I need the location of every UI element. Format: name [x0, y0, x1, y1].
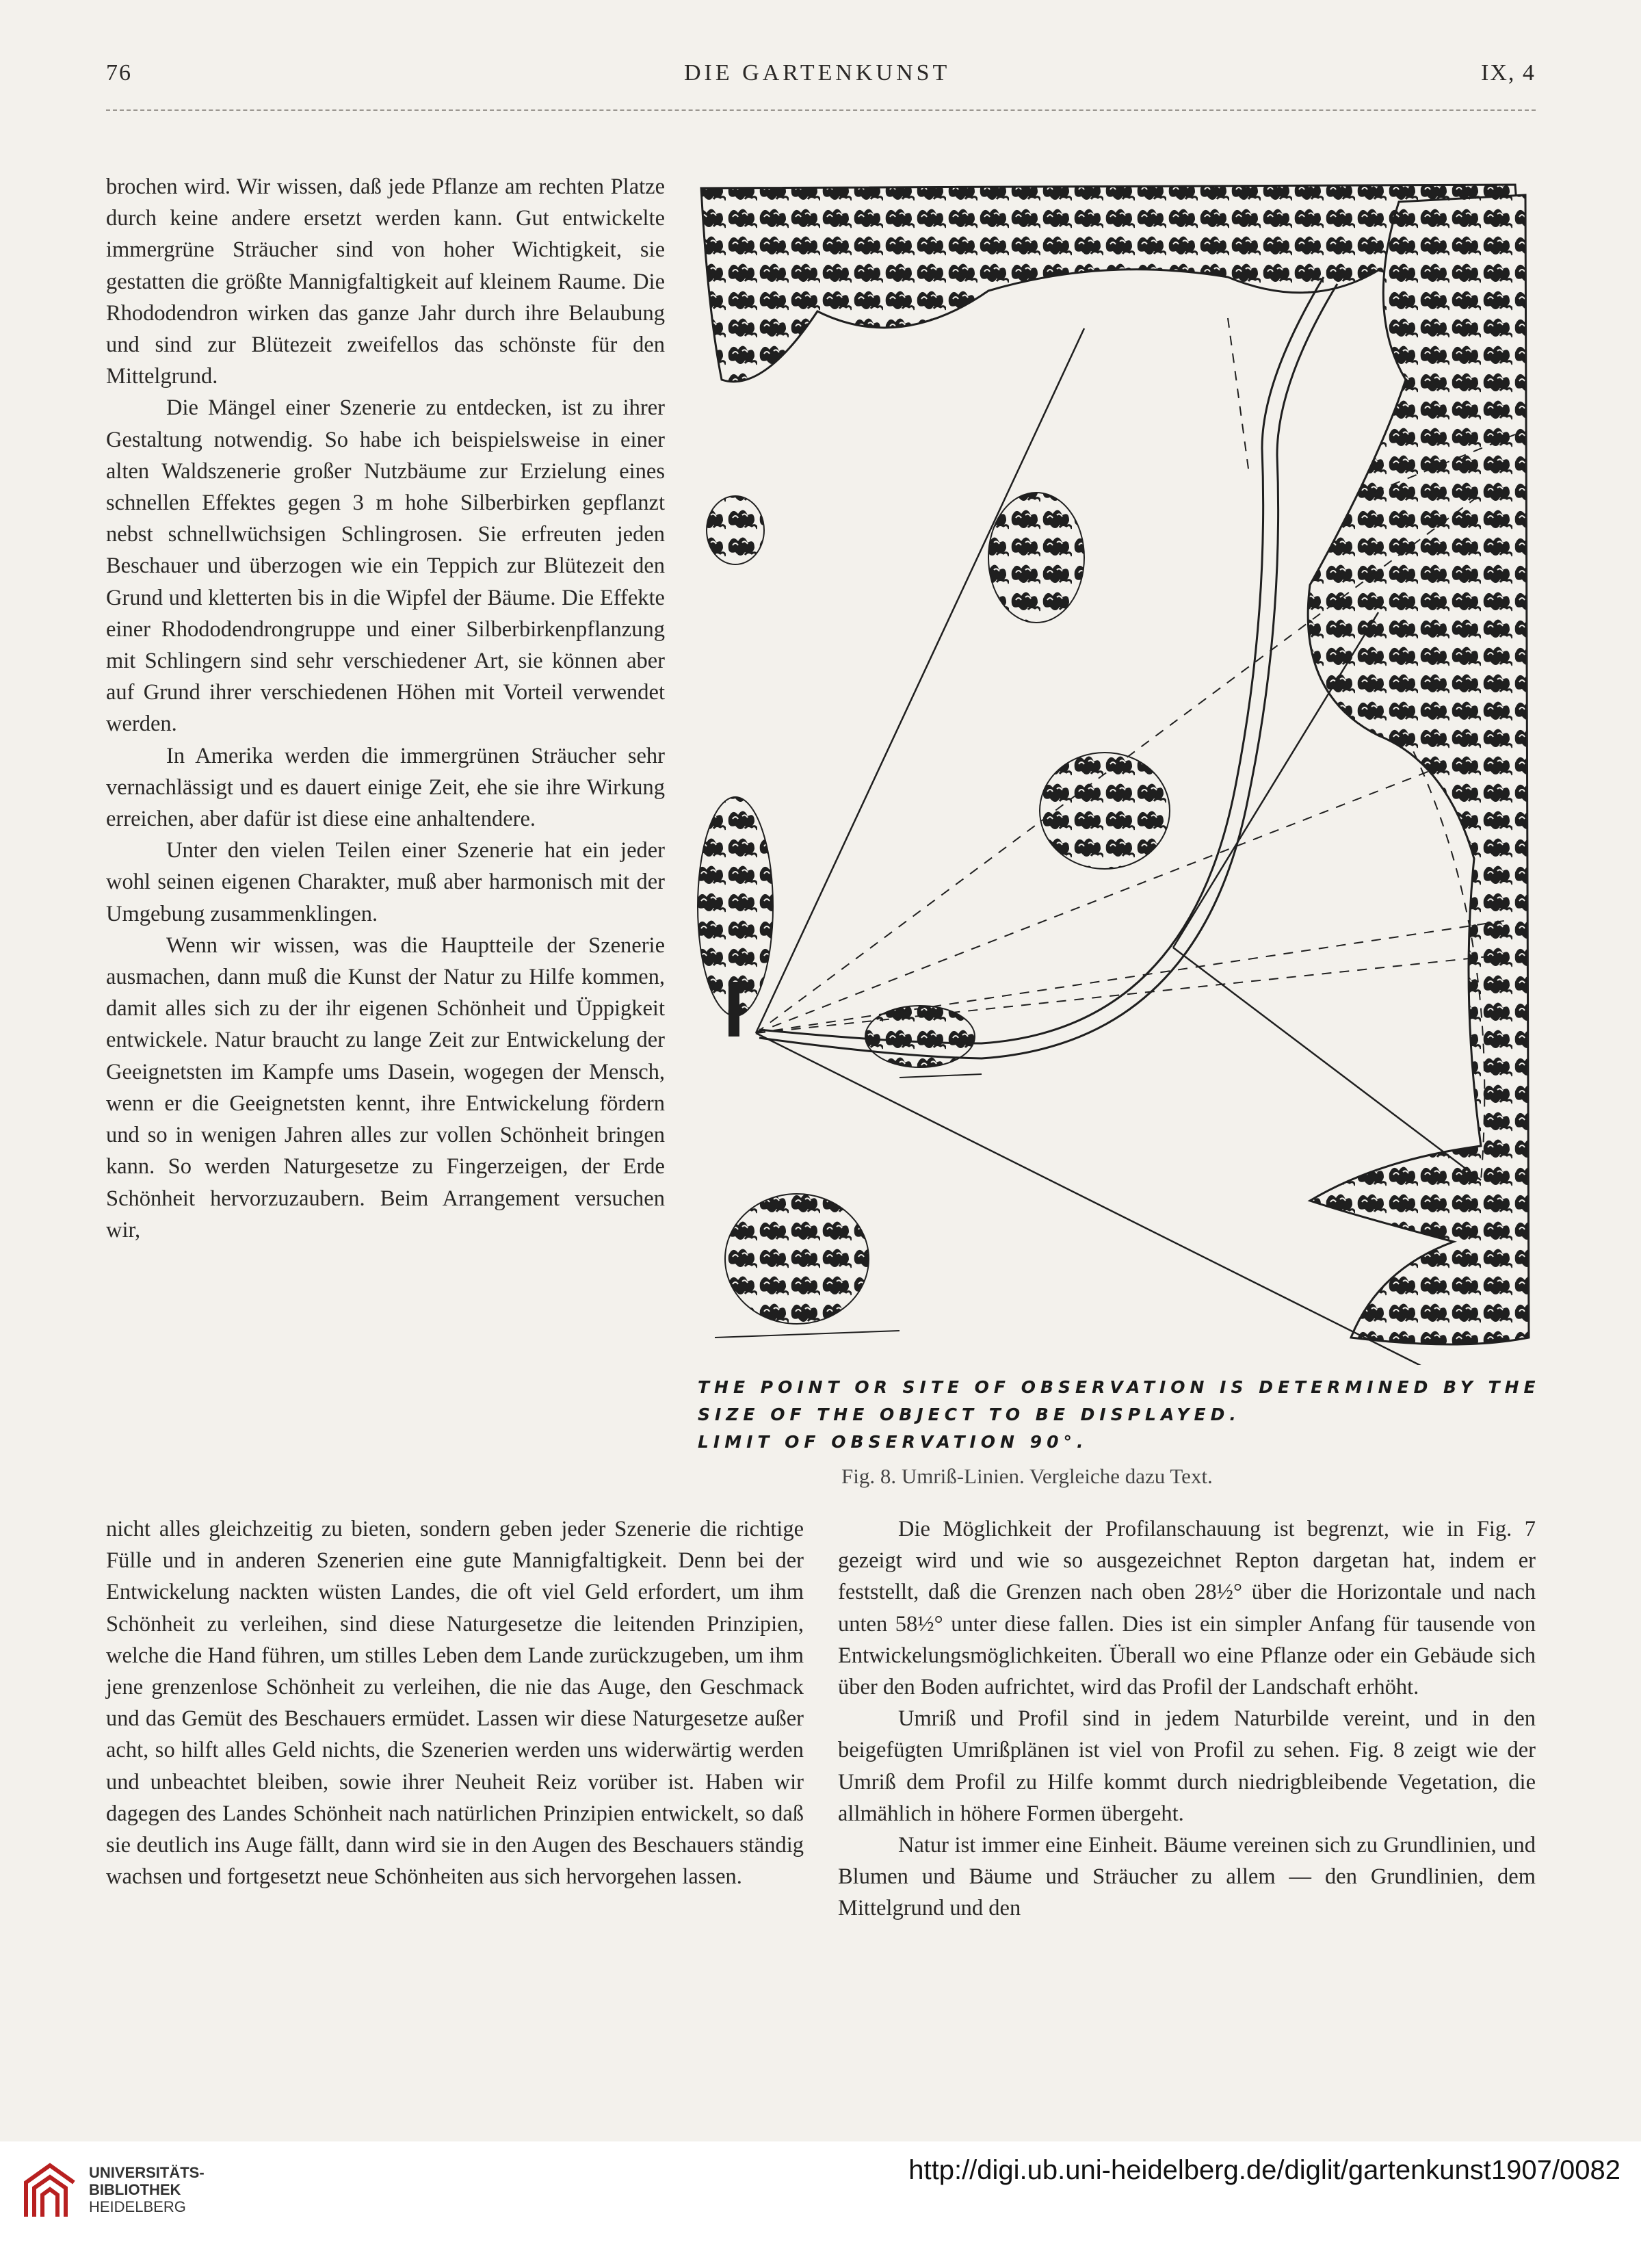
- header-rule: [106, 109, 1536, 111]
- figure-handwritten-line-2: SIZE OF THE OBJECT TO BE DISPLAYED.: [698, 1405, 1241, 1424]
- library-logo-text: [89, 2164, 205, 2215]
- paragraph: Die Mängel einer Szenerie zu entdecken, ist zu ihrer Gestaltung notwendig. So habe ich beispielsweise in einer alten Waldszenerie großer Nutzbäume zur Erzielung eines schnellen Effektes gegen 3 m hohe Silberbirken gepflanzt nebst schnellwüchsigen Schlingrosen. Sie erfreuten jeden Beschauer und überzogen wie ein Teppich zur Blütezeit den Grund und kletterten bis in die Wipfel der Bäume. Die Effekte einer Rhododendrongruppe und einer Silberbirkenpflanzung mit Schlingern sind sehr verschiedener Art, sie können aber auf Grund ihrer verschiedenen Höhen mit Vorteil verwendet werden.: [106, 395, 665, 737]
- paragraph: Wenn wir wissen, was die Hauptteile der Szenerie ausmachen, dann muß die Kunst der Natur zu Hilfe kommen, damit alles sich zu der ihr eigenen Schönheit und Üppigkeit entwickele. Natur braucht zu lange Zeit zur Entwickelung der Geeignetsten im Kampfe ums Dasein, wogegen der Mensch, wenn er die Geeignetsten kennt, ihre Entwickelung fördern und so in wenigen Jahren alles zur vollen Schönheit bringen kann. So werden Naturgesetze zu Fingerzeigen, der Erde Schönheit hervorzuzaubern. Beim Arrangement versuchen wir,: [106, 933, 665, 1242]
- paragraph: Unter den vielen Teilen einer Szenerie hat ein jeder wohl seinen eigenen Charakter, muß aber harmonisch mit der Umgebung zusammenklingen.: [106, 838, 665, 926]
- figure-caption: Fig. 8. Umriß-Linien. Vergleiche dazu Text.: [841, 1464, 1213, 1488]
- paragraph: brochen wird. Wir wissen, daß jede Pflanze am rechten Platze durch keine andere ersetzt werden kann. Gut entwickelte immergrüne Sträucher sind von hoher Wichtigkeit, sie gestatten die größte Mannigfaltigkeit auf kleinem Raume. Die Rhododendron wirken das ganze Jahr durch ihre Belaubung und sind zur Blütezeit zweifellos das schönste für den Mittelgrund.: [106, 174, 665, 389]
- page-number: 76: [106, 60, 132, 86]
- paragraph: Die Möglichkeit der Profilanschauung ist begrenzt, wie in Fig. 7 gezeigt wird und wie so ausgezeichnet Repton dargetan hat, indem er feststellt, daß die Grenzen nach oben 28½° über die Horizontale und nach unten 58½° unter diese fallen. Dies ist ein simpler Anfang für tausende von Entwickelungsmöglichkeiten. Überall wo eine Pflanze oder ein Gebäude sich über den Boden aufrichtet, wird das Profil der Landschaft erhöht.: [838, 1517, 1536, 1700]
- shrub-cluster: [988, 493, 1084, 623]
- figure-handwritten-line-1: THE POINT OR SITE OF OBSERVATION IS DETERMINED BY THE: [698, 1377, 1540, 1397]
- running-title: DIE GARTENKUNST: [684, 60, 951, 86]
- left-wide-text: [106, 1513, 804, 1892]
- tree-trunk: [728, 982, 739, 1037]
- shrub-cluster: [1040, 753, 1170, 869]
- curved-path: [759, 277, 1324, 1043]
- logo-line: UNIVERSITÄTS-: [89, 2164, 205, 2181]
- outline-diagram-figure: [694, 174, 1536, 1365]
- library-logo-icon: [19, 2162, 81, 2224]
- logo-line: HEIDELBERG: [89, 2198, 186, 2215]
- left-column: [106, 171, 665, 1246]
- paragraph: Natur ist immer eine Einheit. Bäume vereinen sich zu Grundlinien, und Blumen und Bäume und Sträucher zu allem — den Grundlinien, dem Mittelgrund und den: [838, 1833, 1536, 1921]
- figure-handwritten-line-3: LIMIT OF OBSERVATION 90°.: [698, 1432, 1088, 1452]
- paragraph: nicht alles gleichzeitig zu bieten, sondern geben jeder Szenerie die richtige Fülle und in anderen Szenerien eine gute Mannigfaltigkeit. Denn bei der Entwickelung nackten wüsten Landes, die oft viel Geld erfordert, um ihm Schönheit zu verleihen, sind diese Naturgesetze die leitenden Prinzipien, welche die Hand führen, um stilles Leben dem Lande zurückzugeben, um ihm jene grenzenlose Schönheit zu verleihen, die nie das Auge, den Geschmack und das Gemüt des Beschauers ermüdet. Lassen wir diese Naturgesetze außer acht, so hilft alles Geld nichts, die Szenerien werden uns widerwärtig werden und unbeachtet bleiben, sowie ihrer Neuheit Reiz vorüber ist. Haben wir dagegen des Landes Schönheit nach natürlichen Prinzipien entwickelt, so daß sie deutlich ins Auge fällt, dann wird sie in den Augen des Beschauers ständig wachsen und fortgesetzt neue Schönheiten aus sich hervorgehen lassen.: [106, 1517, 804, 1890]
- source-url-link[interactable]: http://digi.ub.uni-heidelberg.de/diglit/gartenkunst1907/0082: [908, 2155, 1620, 2185]
- shrub-cluster: [725, 1194, 869, 1324]
- issue-number: IX, 4: [1481, 60, 1536, 86]
- right-column: [838, 1513, 1536, 1925]
- shrub-cluster: [707, 496, 764, 564]
- logo-line: BIBLIOTHEK: [89, 2181, 181, 2198]
- curved-path: [759, 284, 1337, 1058]
- paragraph: Umriß und Profil sind in jedem Naturbilde vereint, und in den beigefügten Umrißplänen ist viel von Profil zu sehen. Fig. 8 zeigt wie der Umriß dem Profil zu Hilfe kommt durch niedrigbleibende Vegetation, die allmählich in höhere Formen übergeht.: [838, 1706, 1536, 1826]
- paragraph: In Amerika werden die immergrünen Sträucher sehr vernachlässigt und es dauert einige Zeit, ehe sie ihre Wirkung erreichen, aber dafür ist diese eine anhaltendere.: [106, 743, 665, 832]
- right-foliage-mass: [1308, 195, 1529, 1344]
